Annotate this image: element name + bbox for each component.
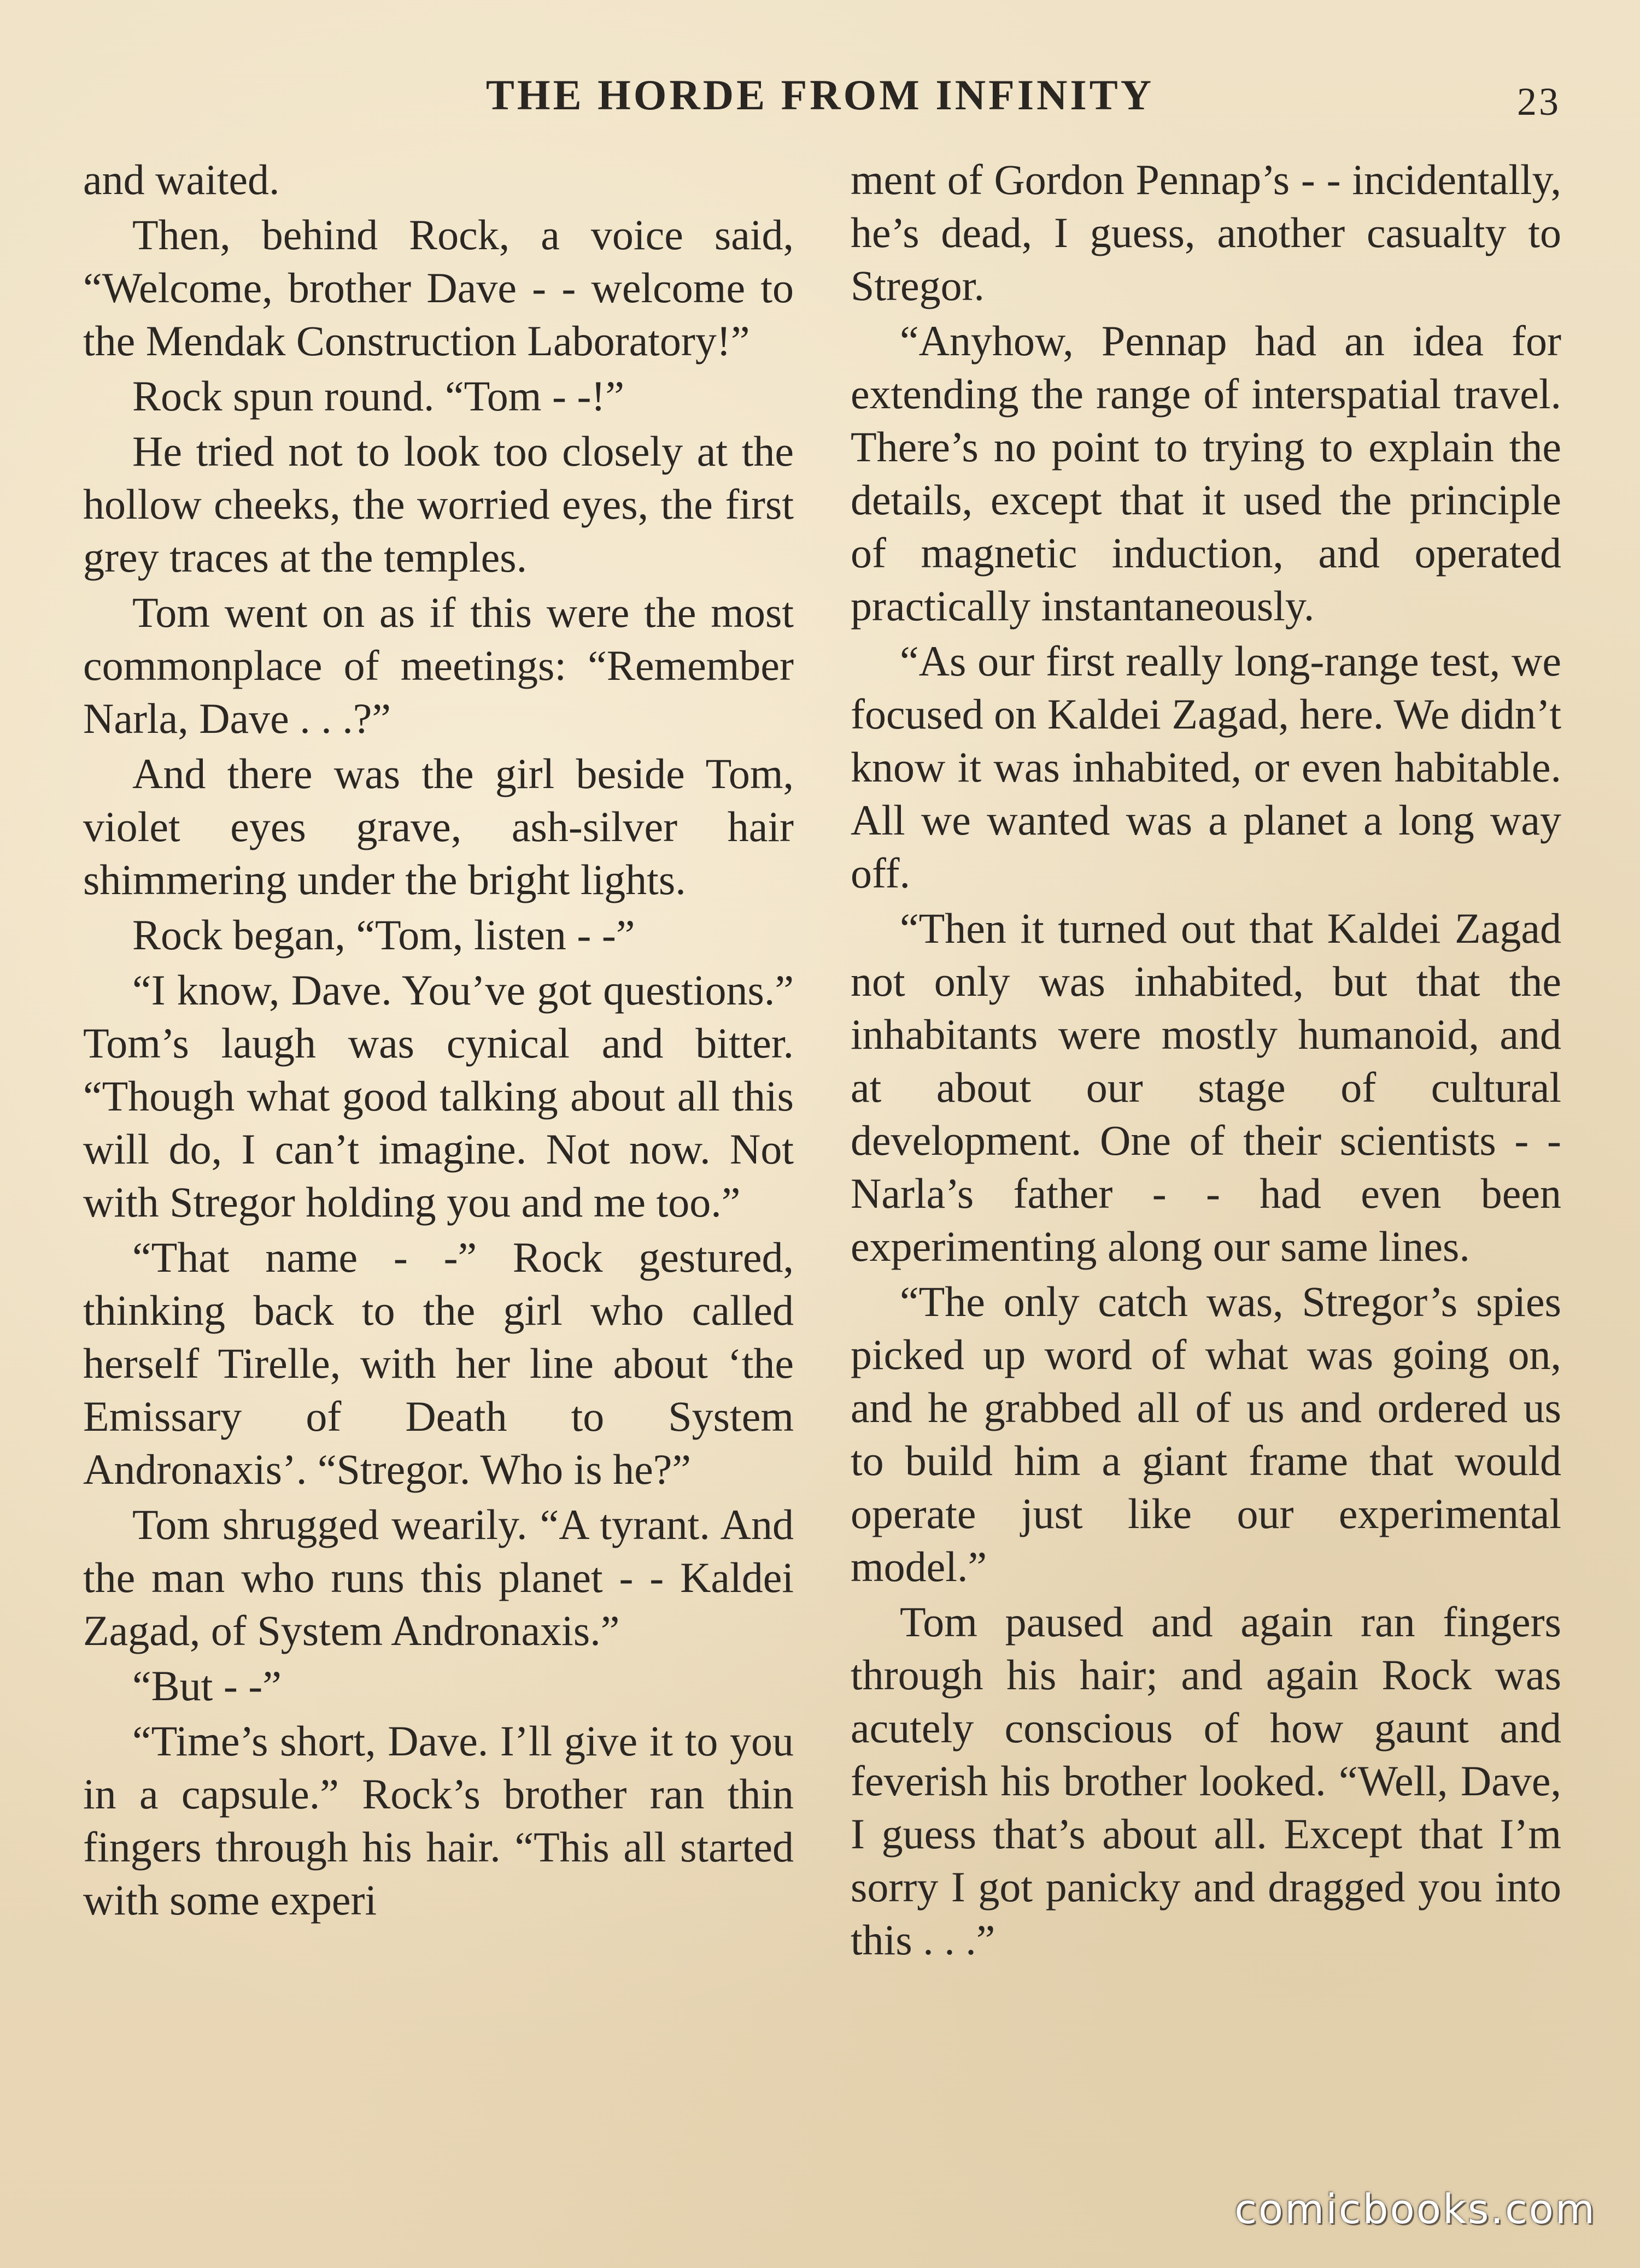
- left-paragraph-9: “That name - -” Rock gestured, thinking back to the girl who called herself Tirelle, with her line about ‘the Emissary of Death to System Andronaxis’. “Stregor. Who is he?”: [83, 1233, 794, 1493]
- left-paragraph-12: “Time’s short, Dave. I’ll give it to you in a capsule.” Rock’s brother ran thin fingers through his hair. “This all started with some experi: [83, 1717, 794, 1924]
- left-paragraph-3: Rock spun round. “Tom - -!”: [132, 372, 625, 420]
- right-paragraph-3: “As our first really long-range test, we focused on Kaldei Zagad, here. We didn’t know it was inhabited, or even habitable. All we wanted was a planet a long way off.: [851, 637, 1561, 897]
- left-paragraph-8: “I know, Dave. You’ve got questions.” Tom’s laugh was cynical and bitter. “Though what good talking about all this will do, I can’t imagine. Not now. Not with Stregor holding you and me too.”: [83, 966, 794, 1226]
- site-watermark: comicbooks.com: [1234, 2186, 1596, 2233]
- left-paragraph-5: Tom went on as if this were the most commonplace of meetings: “Remember Narla, Dave . . .?”: [83, 589, 794, 742]
- left-paragraph-4: He tried not to look too closely at the hollow cheeks, the worried eyes, the first grey traces at the temples.: [83, 427, 794, 581]
- right-text-column: [851, 153, 1561, 1969]
- right-paragraph-5: “The only catch was, Stregor’s spies picked up word of what was going on, and he grabbed all of us and ordered us to build him a giant frame that would operate just like our experimental model.”: [851, 1278, 1561, 1590]
- left-text-column: [83, 153, 794, 1929]
- left-paragraph-6: And there was the girl beside Tom, violet eyes grave, ash-silver hair shimmering under the bright lights.: [83, 750, 794, 903]
- running-header-title: THE HORDE FROM INFINITY: [485, 71, 1155, 119]
- right-paragraph-2: “Anyhow, Pennap had an idea for extending the range of interspatial travel. There’s no point to trying to explain the details, except that it used the principle of magnetic induction, and operated practically instantaneously.: [851, 317, 1561, 630]
- left-paragraph-11: “But - -”: [132, 1662, 282, 1709]
- left-paragraph-10: Tom shrugged wearily. “A tyrant. And the man who runs this planet - - Kaldei Zagad, of System Andronaxis.”: [83, 1501, 794, 1654]
- right-paragraph-1: ment of Gordon Pennap’s - - incidentally, he’s dead, I guess, another casualty to Stregor.: [851, 156, 1561, 309]
- left-paragraph-7: Rock began, “Tom, listen - -”: [132, 911, 635, 959]
- page-number: 23: [1517, 80, 1561, 124]
- right-paragraph-4: “Then it turned out that Kaldei Zagad not only was inhabited, but that the inhabitants were mostly humanoid, and at about our stage of cultural development. One of their scientists - - Narla’s father - - had even been experimenting along our same lines.: [851, 904, 1561, 1270]
- left-paragraph-2: Then, behind Rock, a voice said, “Welcome, brother Dave - - welcome to the Mendak Construction Laboratory!”: [83, 211, 794, 365]
- left-paragraph-1: and waited.: [83, 156, 280, 203]
- right-paragraph-6: Tom paused and again ran fingers through his hair; and again Rock was acutely conscious of how gaunt and feverish his brother looked. “Well, Dave, I guess that’s about all. Except that I’m sorry I got panicky and dragged you into this . . .”: [851, 1598, 1561, 1964]
